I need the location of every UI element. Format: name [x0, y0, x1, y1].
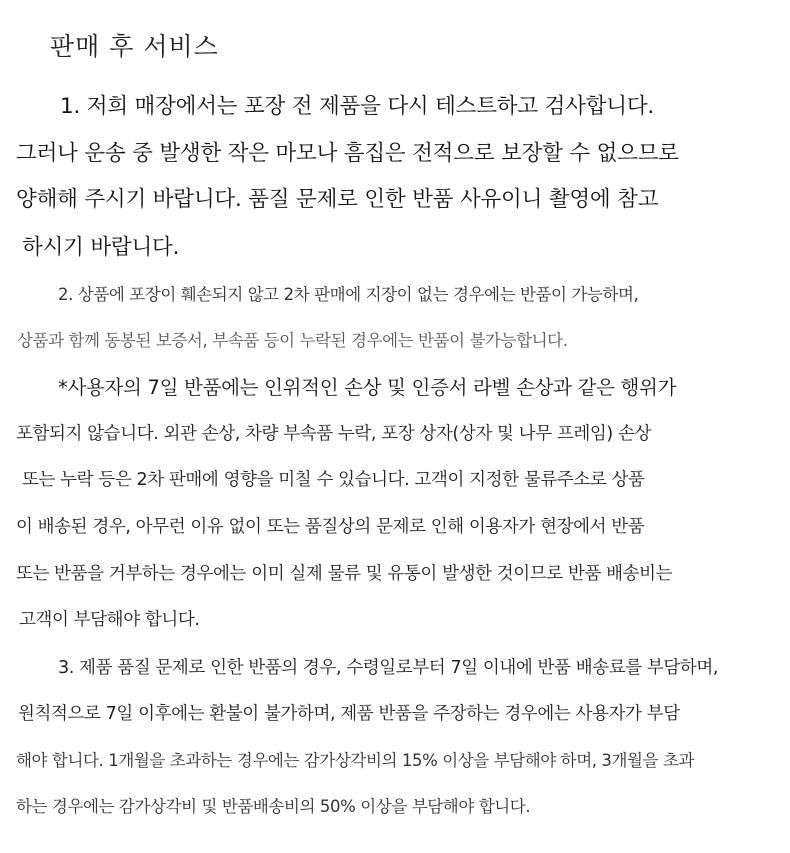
paragraph-2-line-1: 2. 상품에 포장이 훼손되지 않고 2차 판매에 지장이 없는 경우에는 반품이 가능하며,	[58, 285, 639, 304]
note-line-2: 포함되지 않습니다. 외관 손상, 차량 부속품 누락, 포장 상자(상자 및 나무 프레임) 손상	[16, 424, 651, 444]
paragraph-3-line-2: 원칙적으로 7일 이후에는 환불이 불가하며, 제품 반품을 주장하는 경우에는 사용자가 부담	[18, 704, 680, 724]
paragraph-3-line-3: 해야 합니다. 1개월을 초과하는 경우에는 감가상각비의 15% 이상을 부담해야 하며, 3개월을 초과	[16, 751, 695, 770]
paragraph-1-line-4: 하시기 바랍니다.	[22, 235, 180, 260]
note-line-1: *사용자의 7일 반품에는 인위적인 손상 및 인증서 라벨 손상과 같은 행위가	[58, 376, 677, 399]
note-line-4: 이 배송된 경우, 아무런 이유 없이 또는 품질상의 문제로 인해 이용자가 현장에서 반품	[16, 517, 645, 537]
page-title: 판매 후 서비스	[50, 32, 219, 61]
note-line-3: 또는 누락 등은 2차 판매에 영향을 미칠 수 있습니다. 고객이 지정한 물류주소로 상품	[22, 470, 645, 490]
paragraph-3-line-1: 3. 제품 품질 문제로 인한 반품의 경우, 수령일로부터 7일 이내에 반품 배송료를 부담하며,	[58, 658, 719, 678]
paragraph-2-line-2: 상품과 함께 동봉된 보증서, 부속품 등이 누락된 경우에는 반품이 불가능합니다.	[17, 331, 568, 350]
paragraph-1-line-1: 1. 저희 매장에서는 포장 전 제품을 다시 테스트하고 검사합니다.	[60, 94, 655, 119]
paragraph-1-line-2: 그러나 운송 중 발생한 작은 마모나 흠집은 전적으로 보장할 수 없으므로	[16, 141, 679, 166]
paragraph-3-line-4: 하는 경우에는 감가상각비 및 반품배송비의 50% 이상을 부담해야 합니다.	[16, 797, 531, 816]
note-line-5: 또는 반품을 거부하는 경우에는 이미 실제 물류 및 유통이 발생한 것이므로 반품 배송비는	[16, 564, 673, 584]
note-line-6: 고객이 부담해야 합니다.	[19, 610, 200, 630]
paragraph-1-line-3: 양해해 주시기 바랍니다. 품질 문제로 인한 반품 사유이니 촬영에 참고	[16, 187, 659, 212]
